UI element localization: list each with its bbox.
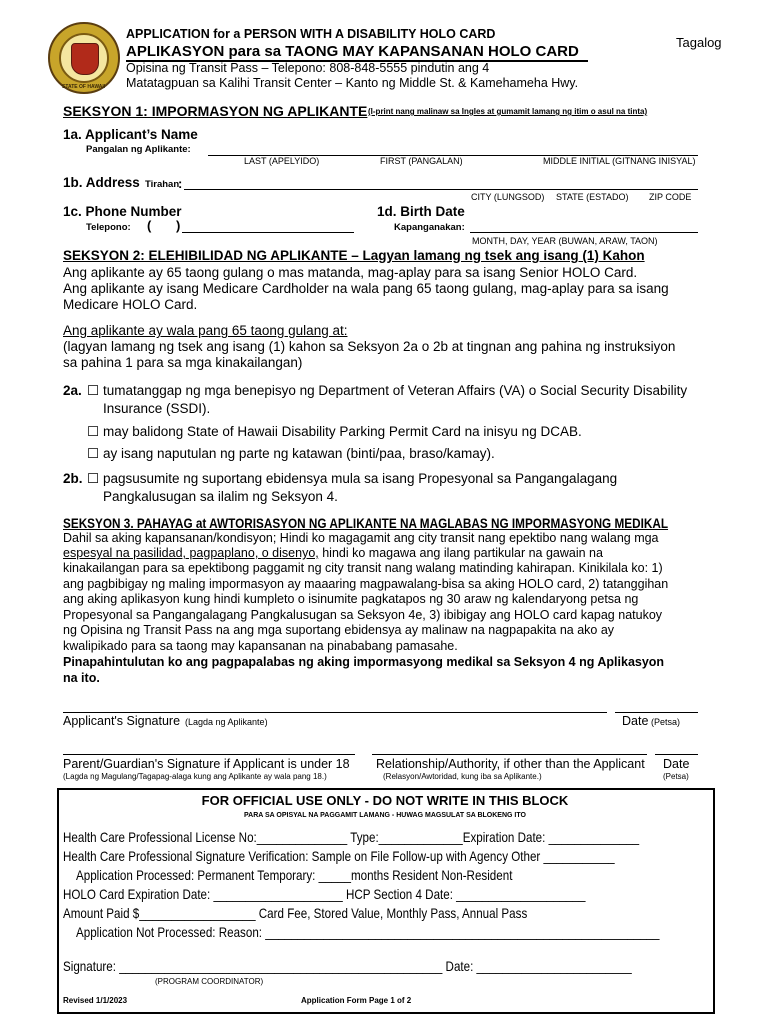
official-row-expiration: HOLO Card Expiration Date: ____________________ HCP Section 4 Date: ____________________ [63, 886, 586, 902]
name-sublabel: Pangalan ng Aplikante: [86, 144, 191, 155]
statement-line-1: Dahil sa aking kapansanan/kondisyon; Hindi ko magagamit ang city transit nang epektibo nang walang mga [63, 531, 659, 545]
guardian-date-label-tl: (Petsa) [663, 772, 689, 781]
option-2a-va-ssdi-line1: tumatanggap ng mga benepisyo ng Department of Veteran Affairs (VA) o Social Security Disability [103, 383, 688, 398]
office-line-2: Matatagpuan sa Kalihi Transit Center – Kanto ng Middle St. & Kamehameha Hwy. [126, 76, 579, 90]
applicant-signature-line[interactable] [63, 712, 607, 713]
guardian-date-line[interactable] [655, 754, 698, 755]
official-row-not-processed: Application Not Processed: Reason: _____________________________________________________________ [76, 924, 660, 940]
checkbox-2a-amputee[interactable]: ☐ [87, 446, 100, 461]
address-input-line[interactable] [184, 189, 698, 190]
revised-date: Revised 1/1/2023 [63, 996, 128, 1005]
eligibility-medicare-line2: Medicare HOLO Card. [63, 297, 198, 312]
section3-heading: SEKSYON 3. PAHAYAG at AWTORISASYON NG APLIKANTE NA MAGLABAS NG IMPORMASYONG MEDIKAL [63, 515, 669, 531]
label-2b: 2b. [63, 471, 83, 486]
guardian-signature-label: Parent/Guardian's Signature if Applicant is under 18 [63, 757, 350, 771]
official-row-verification: Health Care Professional Signature Verification: Sample on File Follow-up with Agency Other ___________ [63, 848, 615, 864]
option-2a-parking-permit: may balidong State of Hawaii Disability Parking Permit Card na inisyu ng DCAB. [103, 424, 582, 439]
address-col-city: CITY (LUNGSOD) [471, 192, 545, 202]
name-col-first: FIRST (PANGALAN) [380, 156, 463, 166]
official-row-processed: Application Processed: Permanent Temporary: _____months Resident Non-Resident [76, 867, 513, 883]
birth-sublabel: Kapanganakan: [394, 222, 465, 233]
section1-heading: SEKSYON 1: IMPORMASYON NG APLIKANTE [63, 103, 368, 119]
relationship-label-tl: (Relasyon/Awtoridad, kung iba sa Aplikante.) [383, 772, 542, 781]
phone-sublabel: Telepono: [86, 222, 131, 233]
title-english: APPLICATION for a PERSON WITH A DISABILITY HOLO CARD [126, 27, 496, 41]
name-col-middle: MIDDLE INITIAL (GITNANG INISYAL) [543, 156, 696, 166]
statement-line-3: kinakailangan para sa epektibong paggamit ng city transit nang walang matinding kahirapan. Kinikilala ko: 1) [63, 561, 663, 575]
relationship-label: Relationship/Authority, if other than the Applicant [376, 757, 645, 771]
official-row-amount: Amount Paid $__________________ Card Fee, Stored Value, Monthly Pass, Annual Pass [63, 905, 528, 921]
option-2b-evidence-line1: pagsusumite ng suportang ebidensya mula sa isang Propesyonal sa Pangangalagang [103, 471, 618, 486]
authorization-line-1: Pinapahintulutan ko ang pagpapalabas ng aking impormasyong medikal sa Seksyon 4 ng Aplikasyon [63, 655, 665, 669]
applicant-signature-label: Applicant's Signature [63, 714, 181, 728]
phone-close-paren: ) [176, 218, 181, 233]
guardian-signature-label-tl: (Lagda ng Magulang/Tagapag-alaga kung ang Aplikante ay wala pang 18.) [63, 772, 327, 781]
official-row-license: Health Care Professional License No:______________ Type:_____________Expiration Date: ______________ [63, 829, 640, 845]
address-col-zip: ZIP CODE [649, 192, 692, 202]
under65-instruction-2: sa pahina 1 para sa mga kinakailangan) [63, 355, 303, 370]
applicant-date-label-tl: (Petsa) [651, 717, 681, 727]
statement-line-5: ang aking aplikasyon kung hindi kumpleto o isinumite pagkatapos ng 30 araw ng kalendaryong petsa ng [63, 592, 639, 606]
eligibility-senior: Ang aplikante ay 65 taong gulang o mas matanda, mag-aplay para sa isang Senior HOLO Card. [63, 265, 638, 280]
birth-format: MONTH, DAY, YEAR (BUWAN, ARAW, TAON) [472, 236, 658, 246]
checkbox-2b-evidence[interactable]: ☐ [87, 471, 100, 486]
section1-note: (I-print nang malinaw sa Ingles at gumamit lamang ng itim o asul na tinta) [368, 107, 648, 116]
address-label: 1b. Address [63, 175, 140, 190]
relationship-line[interactable] [372, 754, 647, 755]
option-2a-va-ssdi-line2: Insurance (SSDI). [103, 401, 211, 416]
seal-shield [71, 43, 99, 75]
under65-instruction-1: (lagyan lamang ng tsek ang isang (1) kahon sa Seksyon 2a o 2b at tingnan ang pahina ng instruksiyon [63, 339, 676, 354]
statement-line-2-rest: hindi ko magawa ang ilang partikular na gawain na [318, 546, 603, 560]
phone-input-line[interactable] [182, 232, 354, 233]
guardian-signature-line[interactable] [63, 754, 355, 755]
checkbox-2a-parking-permit[interactable]: ☐ [87, 424, 100, 439]
applicant-date-label: Date [622, 714, 649, 728]
eligibility-medicare-line1: Ang aplikante ay isang Medicare Cardholder na wala pang 65 taong gulang, mag-aplay para sa isang [63, 281, 669, 296]
birth-input-line[interactable] [470, 232, 698, 233]
name-col-last: LAST (APELYIDO) [244, 156, 320, 166]
statement-line-6: Propesyonal sa Pangangalagang Pangkalusugan sa Seksyon 4e, 3) ibibigay ang HOLO card kapag natukoy [63, 608, 663, 622]
under65-heading: Ang aplikante ay wala pang 65 taong gulang at: [63, 323, 348, 338]
guardian-date-label: Date [663, 757, 690, 771]
label-2a: 2a. [63, 383, 82, 398]
statement-line-8: kwalipikado para sa taong may kapansanan na pinababang pamasahe. [63, 639, 458, 653]
authorization-line-2: na ito. [63, 671, 100, 685]
official-subtitle: PARA SA OPISYAL NA PAGGAMIT LAMANG - HUWAG MAGSULAT SA BLOKENG ITO [244, 812, 526, 819]
applicant-date-line[interactable] [615, 712, 698, 713]
program-coordinator-label: (PROGRAM COORDINATOR) [155, 977, 264, 986]
section2-heading: SEKSYON 2: ELEHIBILIDAD NG APLIKANTE – Lagyan lamang ng tsek ang isang (1) Kahon [63, 248, 645, 263]
name-label: 1a. Applicant’s Name [63, 127, 198, 142]
option-2a-amputee: ay isang naputulan ng parte ng katawan (binti/paa, braso/kamay). [103, 446, 495, 461]
title-tagalog: APLIKASYON para sa TAONG MAY KAPANSANAN HOLO CARD [126, 43, 579, 60]
address-col-state: STATE (ESTADO) [556, 192, 629, 202]
applicant-signature-label-tl: (Lagda ng Aplikante) [185, 717, 268, 727]
phone-open-paren: ( [147, 218, 152, 233]
checkbox-2a-va-ssdi[interactable]: ☐ [87, 383, 100, 398]
page-indicator: Application Form Page 1 of 2 [301, 996, 412, 1005]
birth-label: 1d. Birth Date [377, 204, 465, 219]
statement-line-2-underlined: espesyal na pasilidad, pagpaplano, o disenyo, [63, 546, 319, 560]
office-line-1: Opisina ng Transit Pass – Telepono: 808-848-5555 pindutin ang 4 [126, 61, 490, 75]
state-seal-inner [59, 33, 109, 83]
language-label: Tagalog [676, 35, 722, 50]
seal-caption: STATE OF HAWAII [62, 84, 106, 90]
official-row-signature: Signature: __________________________________________________ Date: ________________________ [63, 958, 632, 974]
statement-line-7: ng Opisina ng Transit Pass na ang mga suportang ebidensya ay malinaw na nagpapakita na ako ay [63, 623, 615, 637]
phone-label: 1c. Phone Number [63, 204, 182, 219]
address-sublabel: Tirahan [145, 179, 180, 190]
option-2b-evidence-line2: Pangkalusugan sa ilalim ng Seksyon 4. [103, 489, 338, 504]
official-title: FOR OFFICIAL USE ONLY - DO NOT WRITE IN THIS BLOCK [201, 793, 569, 808]
statement-line-4: ang pagbibigay ng maling impormasyon ay maaaring magpawalang-bisa sa aking HOLO card, 2) tatanggihan [63, 577, 669, 591]
state-seal [48, 22, 120, 94]
address-colon: : [178, 176, 183, 191]
